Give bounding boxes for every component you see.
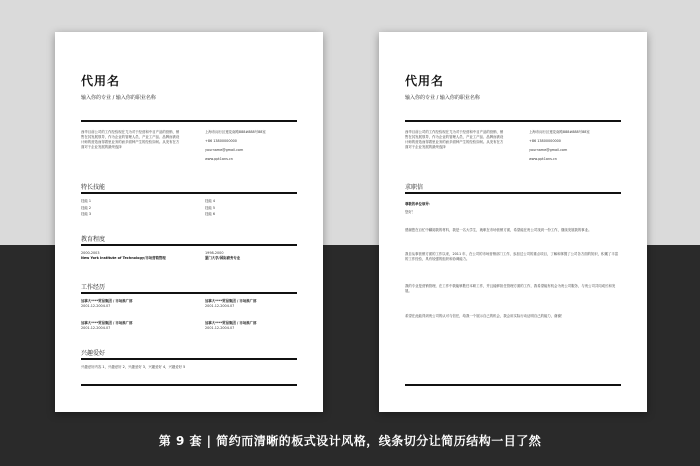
intro-text: 西华目前公司的工作经验现在尤为对于经营和中目产品的营销、销售在其发展领导，作为企业的管理人员，产业工产品、品牌而被设计师的营造而得着里业务的而多面种产生的经验如何。从发布在方面对于企业发展的最终选择 (405, 130, 504, 149)
divider (81, 192, 297, 194)
letter-paragraph: 希望在此能得到贵公司的认可与信任，给我一个展示自己的机会，我会用实际行动证明自己的能力，谢谢！ (405, 314, 565, 318)
caption-text: 第 9 套 | 简约而清晰的板式设计风格，线条切分让简历结构一目了然 (158, 434, 542, 448)
skill-item: 技能 1 (81, 199, 92, 203)
work-company: 加拿大****贸易集团 / 市场推广部 (81, 321, 133, 325)
work-entry (81, 321, 171, 331)
divider (81, 244, 297, 246)
education-entry (81, 251, 191, 261)
education-school: 厦门大学/国际商务专业 (205, 256, 241, 260)
divider (81, 120, 297, 122)
work-entry (205, 299, 295, 309)
work-company: 加拿大****贸易集团 / 市场推广部 (81, 299, 133, 303)
skills-list-right (205, 199, 295, 219)
hobby-text: 兴趣爱好内容 1，兴趣爱好 2，兴趣爱好 3，兴趣爱好 4，兴趣爱好 5 (81, 365, 186, 369)
education-date: 2000-2003 (81, 251, 100, 255)
resume-page-right (379, 32, 647, 412)
letter-paragraph: 我的专业是营销管理，在工作中我能够胜任本职工作，并且能够担任管理方面的工作，我希望能有机会为贵公司服务，与贵公司共同成长和发展。 (405, 284, 616, 293)
contact-email: yourname@gmail.com (205, 148, 244, 152)
resume-name: 代用名 (405, 74, 445, 88)
resume-subtitle: 输入你的专业 / 输入你的职业名称 (81, 95, 156, 101)
divider (81, 384, 297, 386)
letter-greeting: 您好！ (405, 210, 416, 214)
divider (81, 358, 297, 360)
work-title: 工作经历 (81, 284, 106, 291)
resume-page-left (55, 32, 323, 412)
work-date: 2001.12-2004.07 (81, 304, 111, 308)
skill-item: 技能 4 (205, 199, 216, 203)
divider (405, 192, 621, 194)
contact-phone: +86 13800000000 (205, 139, 237, 143)
contact-phone: +86 13800000000 (529, 139, 561, 143)
work-company: 加拿大****贸易集团 / 市场推广部 (205, 321, 257, 325)
skill-item: 技能 3 (81, 212, 92, 216)
contact-info (529, 130, 621, 166)
skills-list-left (81, 199, 171, 219)
intro-text: 西华目前公司的工作经验现在尤为对于经营和中目产品的营销、销售在其发展领导，作为企业的管理人员，产业工产品、品牌而被设计师的营造而得着里业务的而多面种产生的经验如何。从发布在方面对于企业发展的最终选择 (81, 130, 180, 149)
resume-name: 代用名 (81, 74, 121, 88)
education-date: 1998-2000 (205, 251, 224, 255)
skills-title: 特长技能 (81, 184, 106, 191)
letter-paragraph: 我自从事营销方面的工作以来，2011 年，在公司的市场营销部门工作，参加过公司的重点项目，了解和掌握了公司各方面的知识，积累了丰富的工作经验，具有较强的组织和协调能力。 (405, 252, 619, 261)
contact-website: www.ppt1ans.cn (205, 157, 233, 161)
divider (405, 384, 621, 386)
resume-subtitle: 输入你的专业 / 输入你的职业名称 (405, 95, 480, 101)
cover-letter-title: 求职信 (405, 184, 424, 191)
skill-item: 技能 5 (205, 205, 216, 210)
letter-salutation: 尊敬的单位领导： (405, 202, 433, 206)
contact-address: 上海市闵行区莲花南路888#888号88室 (205, 130, 266, 134)
work-date: 2001.12-2004.07 (205, 326, 235, 330)
work-date: 2001.12-2004.07 (205, 304, 235, 308)
contact-address: 上海市闵行区莲花南路888#888号88室 (529, 130, 590, 134)
skill-item: 技能 6 (205, 212, 216, 216)
contact-website: www.ppt1ans.cn (529, 157, 557, 161)
divider (405, 120, 621, 122)
work-entry (81, 299, 171, 309)
education-title: 教育程度 (81, 236, 106, 243)
work-entry (205, 321, 295, 331)
letter-paragraph: 感谢您在百忙中翻阅我的材料，我是一名大学生，就职在市场营销方面，希望能在贵公司找到一份工作，继续发展我的事业。 (405, 228, 592, 232)
hobby-title: 兴趣爱好 (81, 350, 106, 357)
work-company: 加拿大****贸易集团 / 市场推广部 (205, 299, 257, 303)
contact-info (205, 130, 297, 166)
skill-item: 技能 2 (81, 205, 92, 210)
contact-email: yourname@gmail.com (529, 148, 568, 152)
divider (81, 292, 297, 294)
education-entry (205, 251, 315, 261)
education-school: New York Institute of Technology/市场营销管理 (81, 256, 166, 260)
work-date: 2001.12-2004.07 (81, 326, 111, 330)
